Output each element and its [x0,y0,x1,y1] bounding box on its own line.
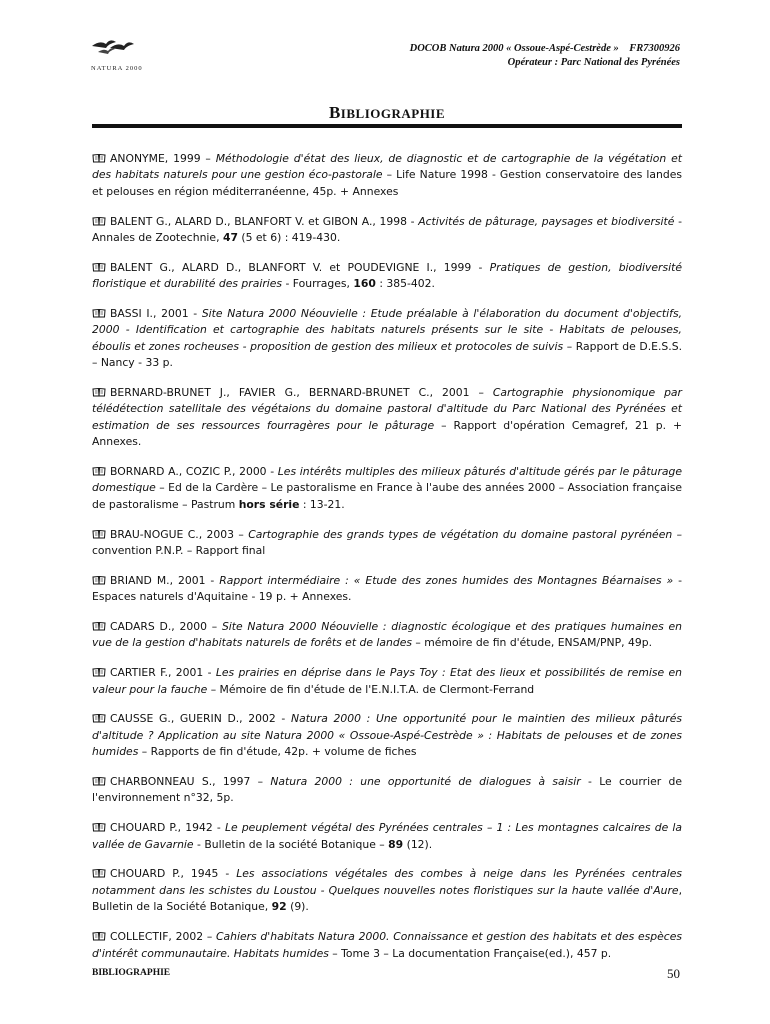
entry-source: convention P.N.P. – Rapport final [92,544,266,558]
open-book-icon [92,821,106,831]
bibliography-entry [92,214,682,247]
bibliography-entry [92,929,682,962]
entry-pages: : 13-21. [299,497,345,511]
open-book-icon [92,386,106,396]
entry-volume: 160 [353,277,376,291]
entry-title: Cahiers d'habitats Natura 2000. Connaissance et gestion des habitats et des espèces d'intérêt communautaire. Habitats humides [92,930,682,960]
title-first-letter: B [328,103,341,122]
entry-title: Méthodologie d'état des lieux, de diagnostic et de cartographie de la végétation et des habitats naturels pour une gestion éco-pastorale [92,152,683,182]
entry-authors: BALENT G., ALARD D., BLANFORT V. et GIBON A., 1998 - [110,214,419,228]
entry-authors: BERNARD-BRUNET J., FAVIER G., BERNARD-BRUNET C., 2001 – [110,386,493,400]
entry-title: Natura 2000 : Une opportunité pour le maintien des milieux pâturés d'altitude ? Application au site Natura 2000 « Ossoue-Aspé-Cestrède » : Habitats de pelouses et de zones humides [92,712,682,759]
open-book-icon [92,620,106,630]
entry-source: – Rapport d'opération Cemagref, 21 p. + Annexes. [92,418,682,449]
open-book-icon [92,307,106,317]
open-book-icon [92,574,106,584]
page-title [92,103,682,123]
open-book-icon [92,215,106,225]
bibliography-entry [92,464,682,513]
entry-volume: 92 [271,900,287,914]
entry-source: – Mémoire de fin d'étude de l'E.N.I.T.A. de Clermont-Ferrand [207,682,535,696]
entry-pages: (9). [286,900,309,914]
bibliography-entry [92,711,682,760]
entry-title: Activités de pâturage, paysages et biodiversité [418,214,675,228]
open-book-icon [92,666,106,676]
entry-title: Pratiques de gestion, biodiversité floristique et durabilité des prairies [92,260,682,291]
entry-authors: BRIAND M., 2001 - [110,573,220,587]
entry-source: , Bulletin de la Société Botanique, [92,883,682,914]
entry-authors: ANONYME, 1999 – [110,152,216,165]
document-header [410,42,680,70]
bibliography-entry [92,573,682,606]
bibliography-entry [92,866,682,915]
bibliography-list [92,151,682,975]
entry-authors: CAUSSE G., GUERIN D., 2002 - [110,712,291,726]
entry-authors: BORNARD A., COZIC P., 2000 - [110,465,278,479]
entry-source: - Bulletin de la société Botanique – [193,837,389,851]
bibliography-entry [92,665,682,698]
entry-title: Cartographie physionomique par télédétection satellitale des végétaions du domaine pastoral d'altitude du Parc National des Pyrénées et estimation de ses ressources fourragères pour le pâturage [92,386,682,432]
entry-title: Natura 2000 : une opportunité de dialogues à saisir [270,775,581,789]
entry-authors: BALENT G., ALARD D., BLANFORT V. et POUDEVIGNE I., 1999 - [110,260,490,274]
bibliography-entry [92,527,682,560]
entry-title: Les associations végétales des combes à neige dans les Pyrénées centrales notamment dans les schistes du Loustou - Quelques nouvelles notes floristiques sur la haute vallée d'Aure [92,867,682,897]
header-operator-line: Opérateur : Parc National des Pyrénées [507,57,680,68]
entry-source: - Le courrier de l'environnement n°32, 5p. [92,775,682,805]
entry-source: - Espaces naturels d'Aquitaine - 19 p. + Annexes. [92,573,682,604]
bibliography-entry [92,151,682,200]
entry-authors: CADARS D., 2000 – [110,620,222,634]
entry-source: – Rapports de fin d'étude, 42p. + volume de fiches [138,745,417,759]
bibliography-entry [92,385,682,451]
entry-authors: BRAU-NOGUE C., 2003 – [110,527,249,541]
entry-title: Site Natura 2000 Néouvielle : diagnostic écologique et des pratiques humaines en vue de la gestion d'habitats naturels de forêts et de landes [92,620,682,650]
open-book-icon [92,930,106,940]
bibliography-entry [92,820,682,853]
bibliography-entry [92,260,682,293]
open-book-icon [92,867,106,877]
entry-source: – Rapport de D.E.S.S. – Nancy - 33 p. [92,339,682,370]
entry-source: – mémoire de fin d'étude, ENSAM/PNP, 49p. [412,636,653,650]
open-book-icon [92,152,106,162]
svg-text:NATURA 2000: NATURA 2000 [91,65,142,72]
entry-volume: 89 [388,837,404,851]
entry-source: - Annales de Zootechnie, [92,214,683,245]
entry-pages: (5 et 6) : 419-430. [237,231,341,245]
entry-title: Les prairies en déprise dans le Pays Toy : Etat des lieux et possibilités de remise en valeur pour la fauche [92,666,683,696]
entry-authors: CHOUARD P., 1945 - [110,867,237,881]
entry-authors: COLLECTIF, 2002 – [110,930,216,944]
entry-title: Le peuplement végétal des Pyrénées centrales – 1 : Les montagnes calcaires de la vallée de Gavarnie [92,821,682,851]
page-number: 50 [667,966,680,981]
entry-authors: CHOUARD P., 1942 - [110,821,225,835]
open-book-icon [92,528,106,538]
title-rest: IBLIOGRAPHIE [340,106,446,121]
bibliography-entry [92,774,682,807]
birds-logo-icon [88,30,142,76]
entry-volume: 47 [222,231,238,245]
entry-authors: CARTIER F., 2001 - [110,666,216,680]
open-book-icon [92,261,106,271]
open-book-icon [92,712,106,722]
natura-2000-logo [88,30,142,76]
entry-title: Site Natura 2000 Néouvielle : Etude préalable à l'élaboration du document d'objectifs, 2000 - Identification et cartographie des habitats naturels présents sur le site - Habitats de pelouses, éboulis et zones rocheuses - proposition de gestion des milieux et protocoles de suivis [92,307,683,353]
entry-source: – Ed de la Cardère – Le pastoralisme en France à l'aube des années 2000 – Association française de pastoralisme – Pastrum [92,481,682,511]
bibliography-entry [92,619,682,652]
entry-source: – Tome 3 – La documentation Française(ed.), 457 p. [328,946,612,960]
entry-source: – Life Nature 1998 - Gestion conservatoire des landes et pelouses en région méditerranéenne, 45p. + Annexes [92,168,683,198]
entry-title: Les intérêts multiples des milieux pâturés d'altitude gérés par le pâturage domestique [92,465,682,495]
entry-authors: BASSI I., 2001 - [110,307,202,321]
entry-pages: : 385-402. [375,277,435,291]
entry-title: Rapport intermédiaire : « Etude des zones humides des Montagnes Béarnaises » [219,573,674,587]
entry-pages: (12). [403,837,433,851]
open-book-icon [92,775,106,785]
entry-source: - Fourrages, [282,277,354,291]
open-book-icon [92,465,106,475]
title-underline [92,124,682,128]
entry-title: Cartographie des grands types de végétation du domaine pastoral pyrénéen – [248,527,682,541]
header-docob-line: DOCOB Natura 2000 « Ossoue-Aspé-Cestrède » FR7300926 [409,43,680,54]
footer-section-label: BIBLIOGRAPHIE [92,968,171,978]
entry-authors: CHARBONNEAU S., 1997 – [110,775,271,789]
entry-volume: hors série [238,497,300,511]
bibliography-entry [92,306,682,372]
